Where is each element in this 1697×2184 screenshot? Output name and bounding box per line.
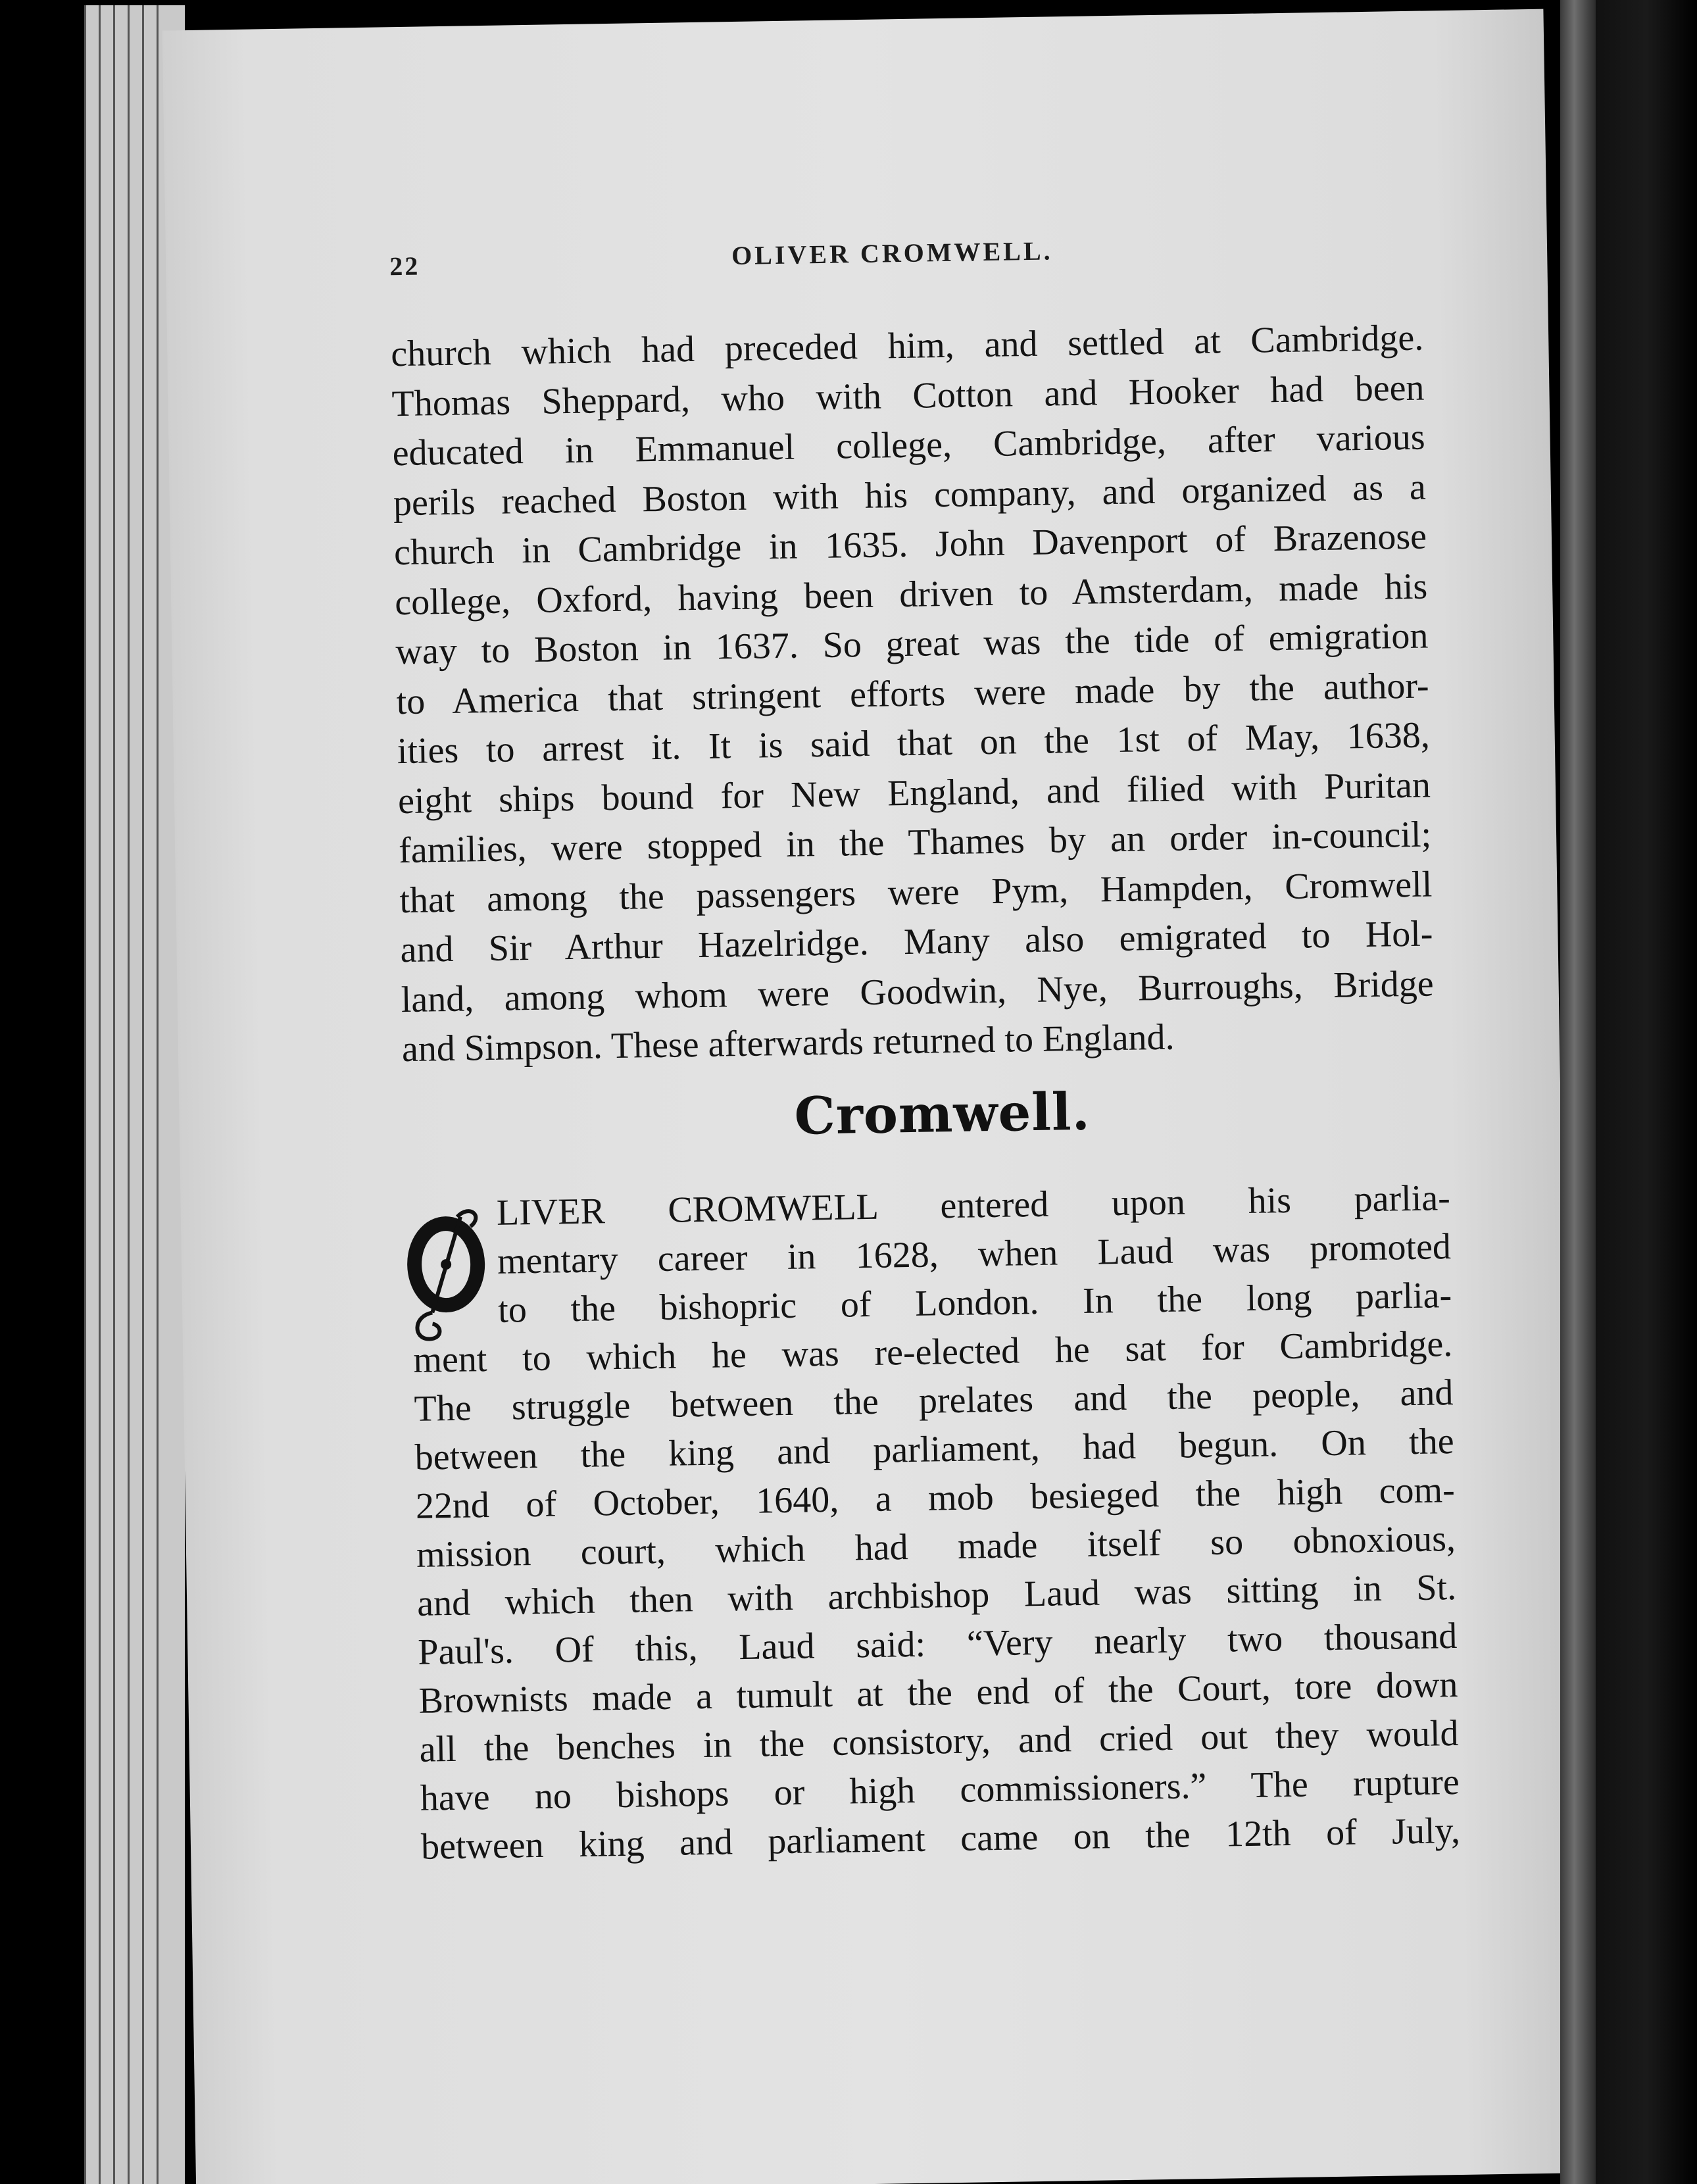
text-line: Brownists made a tumult at the end of the Court, tore down	[418, 1664, 1458, 1722]
text-line: land, among whom were Goodwin, Nye, Burroughs, Bridge	[401, 962, 1435, 1020]
text-line: mentary career in 1628, when Laud was promoted	[497, 1226, 1452, 1282]
text-line: and which then with archbishop Laud was sitting in St.	[416, 1567, 1457, 1624]
text-line: Thomas Sheppard, who with Cotton and Hooker had been	[391, 367, 1425, 424]
text-line: ment to which he was re-elected he sat for Cambridge.	[412, 1324, 1453, 1381]
page-number: 22	[389, 251, 420, 282]
text-line: LIVER CROMWELL entered upon his parlia-	[496, 1178, 1451, 1233]
text-line: college, Oxford, having been driven to Amsterdam, made his	[394, 566, 1428, 623]
text-line: that among the passengers were Pym, Hampden, Cromwell	[399, 863, 1433, 921]
paragraph-top	[391, 314, 1435, 1075]
text-line: perils reached Boston with his company, and organized as a	[393, 466, 1427, 524]
text-line: way to Boston in 1637. So great was the tide of emigration	[395, 615, 1429, 673]
text-line: ities to arrest it. It is said that on the 1st of May, 1638,	[397, 714, 1431, 772]
section-heading: Cromwell.	[793, 1081, 1091, 1147]
text-line: have no bishops or high commissioners.” The rupture	[420, 1761, 1460, 1819]
text-line: and Simpson. These afterwards returned to England.	[401, 1016, 1175, 1070]
text-line: eight ships bound for New England, and filied with Puritan	[397, 764, 1431, 822]
text-line: mission court, which had made itself so obnoxious,	[416, 1518, 1456, 1576]
text-line: educated in Emmanuel college, Cambridge, after various	[392, 416, 1426, 474]
text-line: between king and parliament came on the 12th of July,	[420, 1810, 1461, 1868]
text-line: church which had preceded him, and settled at Cambridge.	[390, 317, 1424, 375]
text-line: all the benches in the consistory, and cried out they would	[419, 1712, 1460, 1770]
text-line: The struggle between the prelates and the people, and	[414, 1372, 1454, 1429]
text-line: church in Cambridge in 1635. John Davenport of Brazenose	[393, 516, 1427, 574]
text-line: 22nd of October, 1640, a mob besieged the high com-	[415, 1470, 1456, 1527]
text-line: to America that stringent efforts were made by the author-	[396, 664, 1429, 722]
text-line: families, were stopped in the Thames by an order in-council;	[398, 814, 1432, 872]
running-head	[389, 236, 1364, 290]
book-spine-edge	[1560, 0, 1596, 2184]
text-line: and Sir Arthur Hazelridge. Many also emigrated to Hol-	[400, 913, 1433, 971]
text-line: Paul's. Of this, Laud said: “Very nearly two thousand	[417, 1615, 1458, 1673]
text-line: between the king and parliament, had begun. On the	[414, 1421, 1455, 1478]
running-title: OLIVER CROMWELL.	[731, 236, 1053, 271]
paragraph-cromwell	[410, 1174, 1460, 1872]
book-page	[162, 9, 1577, 2184]
next-page-edge	[1596, 0, 1697, 2184]
text-line: to the bishopric of London. In the long parlia-	[497, 1275, 1452, 1331]
